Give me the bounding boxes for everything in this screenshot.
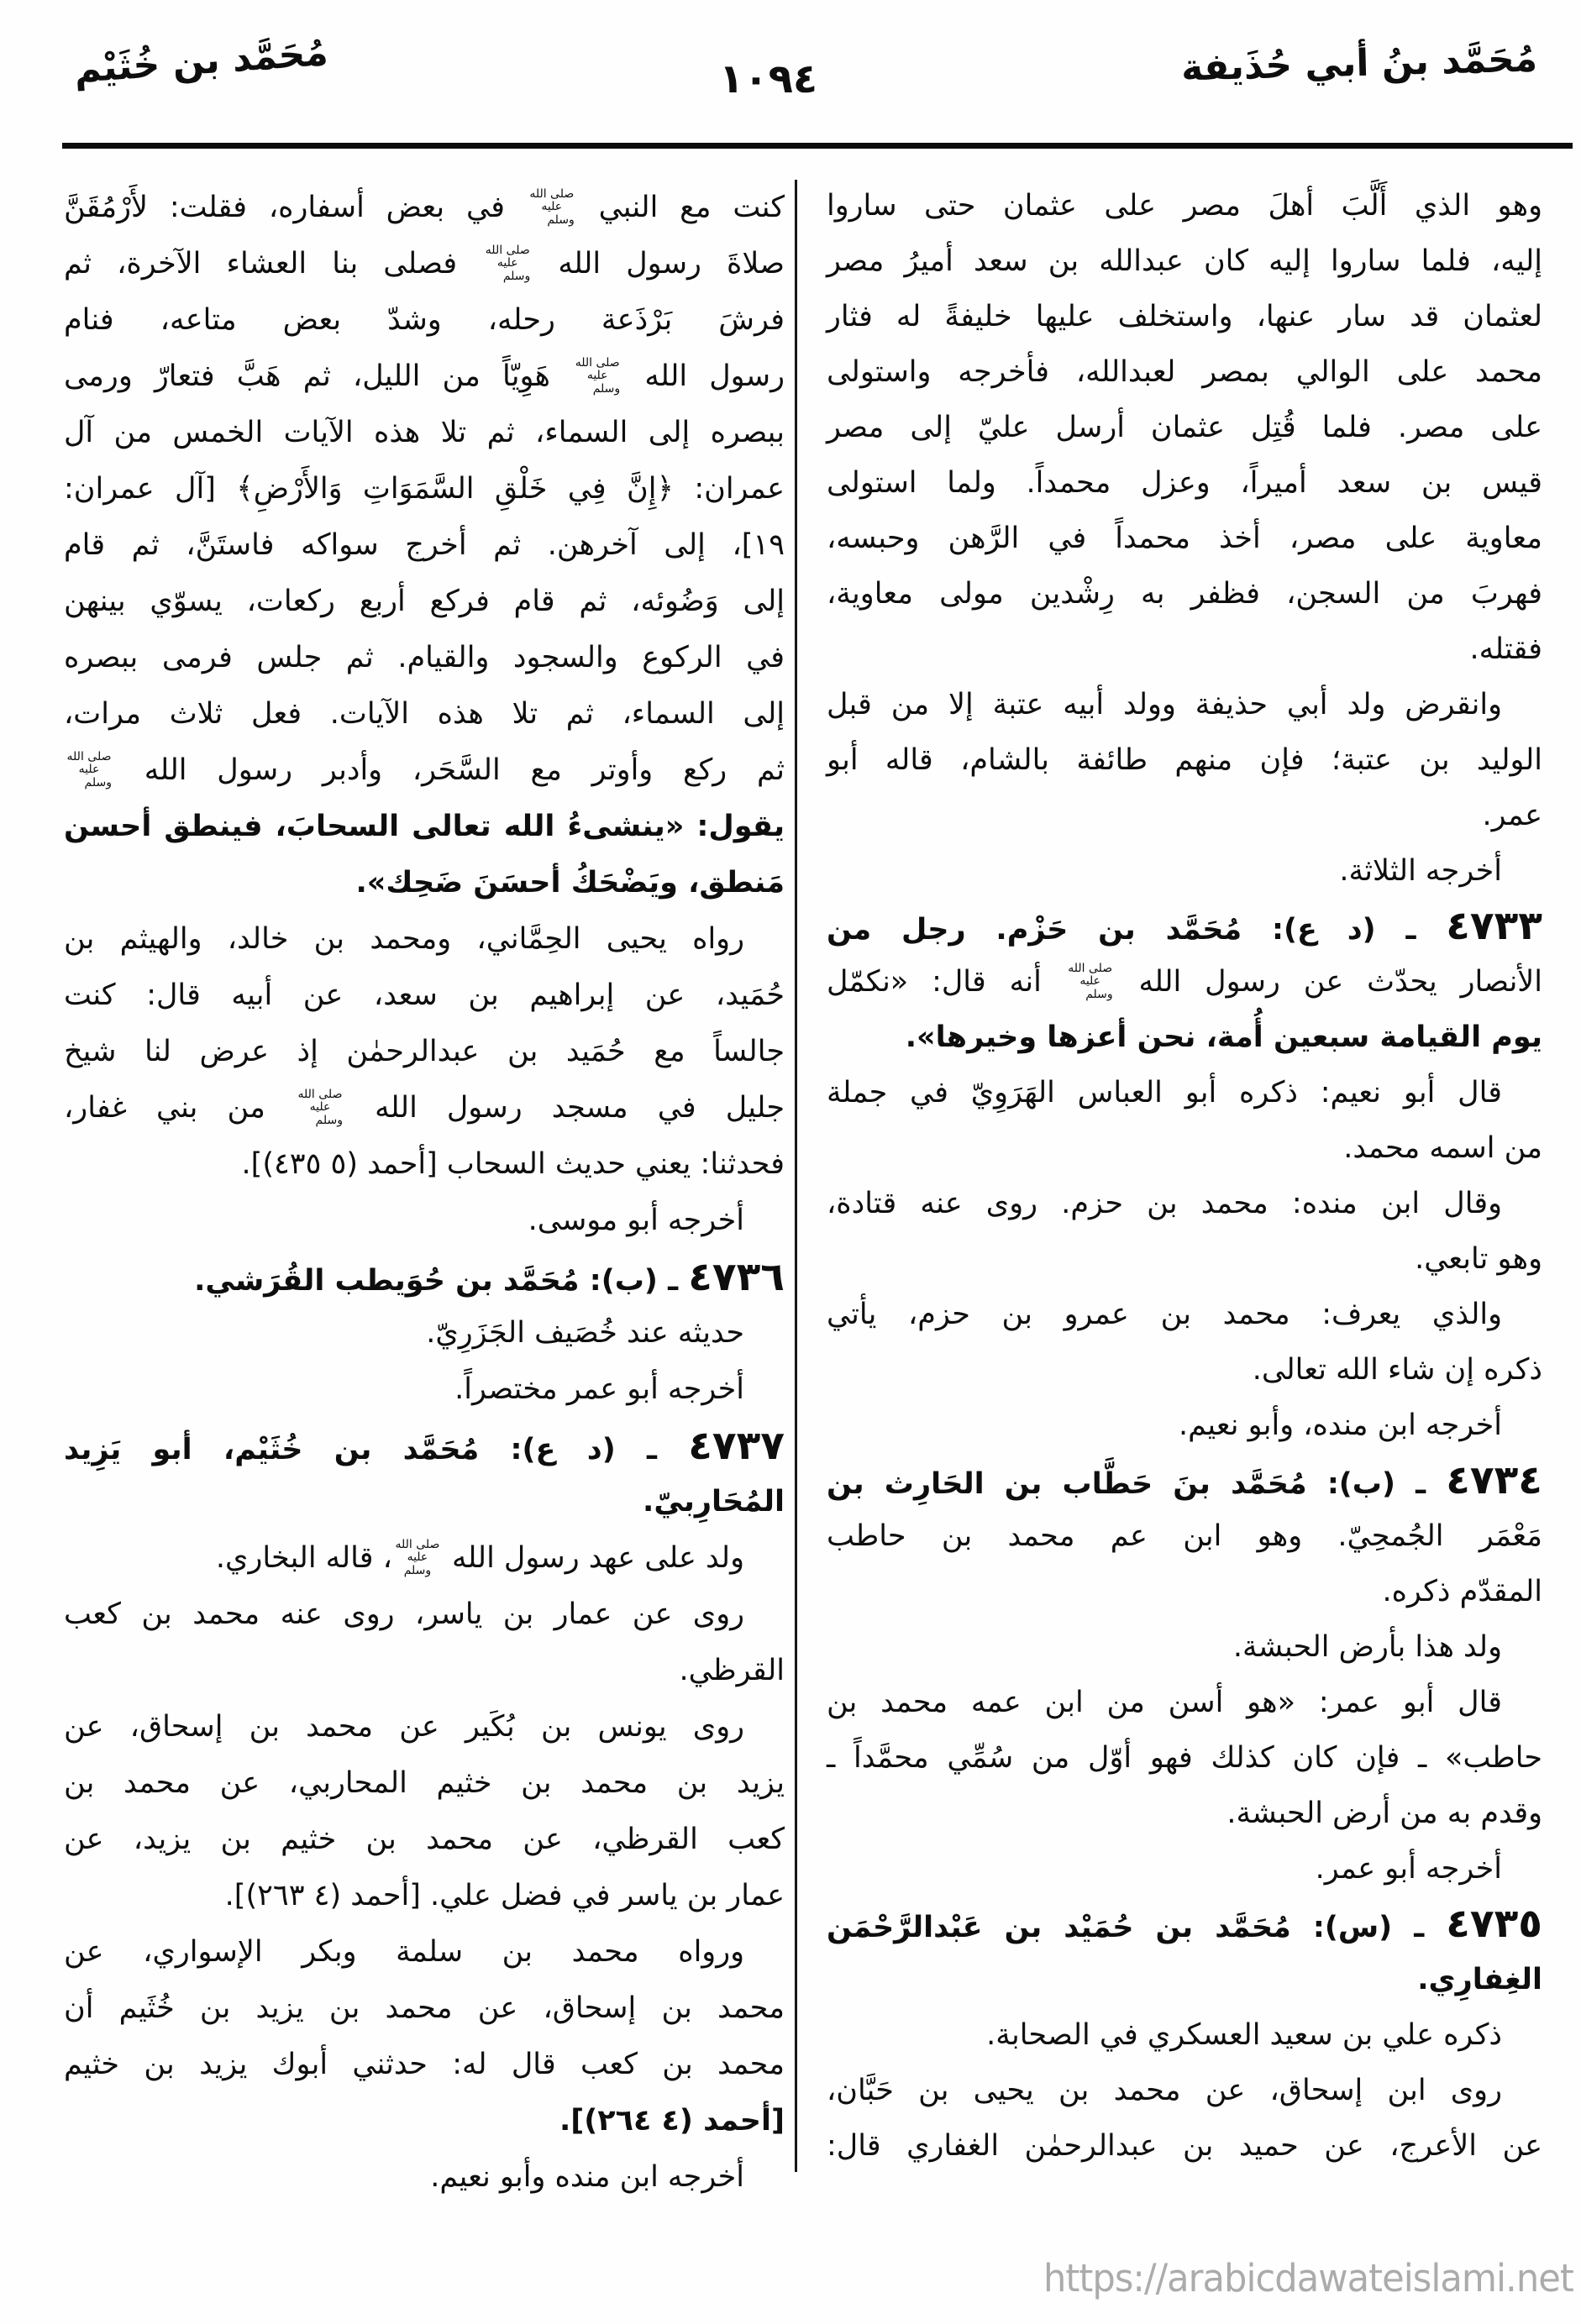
text-line: وهو الذي أَلَّبَ أهلَ مصر على عثمان حتى ساروا: [827, 189, 1542, 223]
text-line: عمر.: [1482, 799, 1542, 832]
text-line: حُمَيد، عن إبراهيم بن سعد، عن أبيه قال: كنت: [64, 978, 785, 1012]
text-line: المقدّم ذكره.: [1382, 1575, 1542, 1608]
text-line: ٤٧٣٦ ـ (ب): مُحَمَّد بن حُوَيطب القُرَشي.: [194, 1254, 785, 1300]
column-divider: [795, 180, 797, 2172]
text-line: قال أبو نعيم: ذكره أبو العباس الهَرَوِيّ في جملة: [827, 1076, 1502, 1110]
text-line: صلاةَ رسول الله صلى الله عليه وسلم فصلى بنا العشاء الآخرة، ثم: [64, 243, 785, 283]
text-line: أخرجه ابن منده، وأبو نعيم.: [1178, 1409, 1502, 1442]
text-line: فقتله.: [1469, 632, 1542, 666]
text-line: وهو تابعي.: [1415, 1242, 1542, 1276]
text-line: لعثمان قد سار عنها، واستخلف عليها خليفةً له فثار: [827, 300, 1542, 333]
text-line: ثم ركع وأوتر مع السَّحَر، وأدبر رسول الله صلى الله عليه وسلم: [66, 749, 785, 790]
text-line: عمران: ﴿إِنَّ فِي خَلْقِ السَّمَوَاتِ وَالأَرْضِ﴾ [آل عمران:: [64, 472, 785, 506]
text-line: ٤٧٣٧ ـ (د ع): مُحَمَّد بن خُثَيْم، أبو يَزِيد: [64, 1423, 785, 1469]
text-line: مَنطق، ويَضْحَكُ أحسَنَ ضَحِك».: [355, 866, 785, 900]
text-line: رواه يحيى الحِمَّاني، ومحمد بن خالد، والهيثم بن: [64, 922, 744, 956]
salawat-mark: صلى الله عليه وسلم: [297, 1087, 343, 1127]
text-line: فحدثنا: يعني حديث السحاب [أحمد (٥ ٤٣٥)].: [241, 1147, 785, 1181]
text-line: ذكره إن شاء الله تعالى.: [1252, 1353, 1542, 1387]
text-line: كعب القرظي، عن محمد بن خثيم بن يزيد، عن: [64, 1823, 785, 1856]
text-line: وقال ابن منده: محمد بن حزم. روى عنه قتادة،: [827, 1187, 1502, 1220]
text-line: كنت مع النبي صلى الله عليه وسلم في بعض أسفاره، فقلت: لأَرْمُقَنَّ: [64, 186, 785, 227]
text-line: روى عن عمار بن ياسر، روى عنه محمد بن كعب: [64, 1597, 744, 1631]
text-line: المُحَارِبيّ.: [643, 1485, 785, 1519]
entry-number: ٤٧٣٣: [1446, 903, 1542, 949]
text-line: في الركوع والسجود والقيام. ثم جلس فرمى ببصره: [64, 641, 785, 674]
column-right: [827, 178, 1542, 2174]
salawat-mark: صلى الله عليه وسلم: [575, 355, 621, 396]
text-line: عن الأعرج، عن حميد بن عبدالرحمٰن الغفاري قال:: [827, 2129, 1542, 2163]
text-line: محمد بن إسحاق، عن محمد بن يزيد بن خُثَيم أن: [64, 1991, 785, 2025]
salawat-mark: صلى الله عليه وسلم: [1068, 961, 1113, 1001]
text-line: معاوية على مصر، أخذ محمداً في الرَّهن وحبسه،: [827, 522, 1542, 555]
column-left: [64, 180, 785, 2206]
header-rule: [62, 143, 1573, 149]
text-line: أخرجه أبو عمر مختصراً.: [454, 1372, 744, 1406]
text-line: أخرجه الثلاثة.: [1339, 854, 1502, 888]
text-line: ١٩]، إلى آخرهن. ثم أخرج سواكه فاستَنَّ، ثم قام: [64, 528, 785, 562]
text-line: يزيد بن محمد بن خثيم المحاربي، عن محمد بن: [64, 1766, 785, 1800]
text-line: وانقرض ولد أبي حذيفة وولد أبيه عتبة إلا من قبل: [827, 688, 1502, 721]
text-line: وقدم به من أرض الحبشة.: [1226, 1797, 1542, 1830]
watermark-url: https://arabicdawateislami.net: [1043, 2256, 1573, 2300]
text-line: والذي يعرف: محمد بن عمرو بن حزم، يأتي: [827, 1298, 1502, 1331]
salawat-mark: صلى الله عليه وسلم: [66, 749, 112, 790]
text-line: قيس بن سعد أميراً، وعزل محمداً. ولما استولى: [827, 466, 1542, 500]
salawat-mark: صلى الله عليه وسلم: [529, 186, 575, 227]
text-line: إلى السماء، ثم تلا هذه الآيات. فعل ثلاث مرات،: [64, 697, 785, 731]
text-line: إلى وَضُوئه، ثم قام فركع أربع ركعات، يسوّي بينهن: [64, 585, 785, 618]
text-line: ٤٧٣٣ ـ (د ع): مُحَمَّد بن حَزْم. رجل من: [827, 903, 1542, 949]
text-line: القرظي.: [679, 1654, 785, 1687]
text-line: ولد هذا بأرض الحبشة.: [1232, 1630, 1502, 1664]
text-line: ببصره إلى السماء، ثم تلا هذه الآيات الخمس من آل: [64, 416, 785, 449]
text-line: أخرجه أبو عمر.: [1315, 1852, 1502, 1886]
text-line: قال أبو عمر: «هو أسن من ابن عمه محمد بن: [827, 1686, 1502, 1719]
entry-number: ٤٧٣٧: [688, 1423, 785, 1469]
running-head-left: مُحَمَّد بن خُثَيْم: [72, 31, 330, 92]
text-line: الأنصار يحدّث عن رسول الله صلى الله عليه وسلم أنه قال: «نكمّل: [827, 961, 1542, 1001]
text-line: من اسمه محمد.: [1343, 1131, 1542, 1165]
text-line: ٤٧٣٥ ـ (س): مُحَمَّد بن حُمَيْد بن عَبْدالرَّحْمَن: [827, 1901, 1542, 1947]
text-line: أخرجه ابن منده وأبو نعيم.: [430, 2160, 744, 2194]
text-line: ٤٧٣٤ ـ (ب): مُحَمَّد بنَ حَطَّاب بن الحَارِث بن: [827, 1457, 1542, 1503]
text-line: محمد بن كعب قال له: حدثني أبوك يزيد بن خثيم: [64, 2048, 785, 2081]
text-line: إليه، فلما ساروا إليه كان عبدالله بن سعد أميرُ مصر: [827, 244, 1542, 278]
running-head-right: مُحَمَّد بنُ أبي حُذَيفة: [1180, 37, 1538, 90]
text-line: يقول: «ينشىءُ الله تعالى السحابَ، فينطق أحسن: [64, 810, 785, 843]
text-line: أخرجه أبو موسى.: [528, 1204, 744, 1237]
entry-number: ٤٧٣٤: [1446, 1457, 1542, 1503]
text-line: رسول الله صلى الله عليه وسلم هَوِيّاً من الليل، ثم هَبَّ فتعارّ ورمى: [64, 355, 785, 396]
text-line: على مصر. فلما قُتِل عثمان أرسل عليّ إلى مصر: [827, 411, 1542, 444]
text-line: فهربَ من السجن، فظفر به رِشْدين مولى معاوية،: [827, 577, 1542, 611]
entry-number: ٤٧٣٥: [1446, 1901, 1542, 1947]
text-line: [أحمد (٤ ٢٦٤)].: [559, 2104, 785, 2138]
text-line: روى ابن إسحاق، عن محمد بن يحيى بن حَبَّان،: [827, 2074, 1502, 2107]
text-line: ورواه محمد بن سلمة وبكر الإسواري، عن: [64, 1935, 744, 1969]
text-line: روى يونس بن بُكَير عن محمد بن إسحاق، عن: [64, 1710, 744, 1744]
text-line: يوم القيامة سبعين أُمة، نحن أعزها وخيرها».: [905, 1020, 1542, 1054]
text-line: ذكره علي بن سعيد العسكري في الصحابة.: [986, 2018, 1502, 2052]
text-line: عمار بن ياسر في فضل علي. [أحمد (٤ ٢٦٣)].: [224, 1879, 785, 1912]
page-number: ١٠٩٤: [719, 55, 818, 102]
text-line: الوليد بن عتبة؛ فإن منهم طائفة بالشام، قاله أبو: [827, 743, 1542, 777]
text-line: مَعْمَر الجُمحِيّ. وهو ابن عم محمد بن حاطب: [827, 1519, 1542, 1553]
text-line: فرشَ بَرْذَعة رحله، وشدّ بعض متاعه، فنام: [64, 303, 785, 337]
text-line: جالساً مع حُمَيد بن عبدالرحمٰن إذ عرض لنا شيخ: [64, 1035, 785, 1068]
text-line: حديثه عند خُصَيف الجَزَرِيّ.: [426, 1316, 744, 1350]
salawat-mark: صلى الله عليه وسلم: [395, 1537, 440, 1577]
salawat-mark: صلى الله عليه وسلم: [485, 243, 531, 283]
text-line: حاطب» ـ فإن كان كذلك فهو أوّل من سُمِّي محمَّداً ـ: [827, 1741, 1542, 1775]
text-line: محمد على الوالي بمصر لعبدالله، فأخرجه واستولى: [827, 355, 1542, 389]
text-line: ولد على عهد رسول الله صلى الله عليه وسلم، قاله البخاري.: [215, 1537, 744, 1577]
text-line: الغِفارِي.: [1417, 1963, 1542, 1996]
entry-number: ٤٧٣٦: [688, 1254, 785, 1300]
text-line: جليل في مسجد رسول الله صلى الله عليه وسلم من بني غفار،: [64, 1087, 785, 1127]
